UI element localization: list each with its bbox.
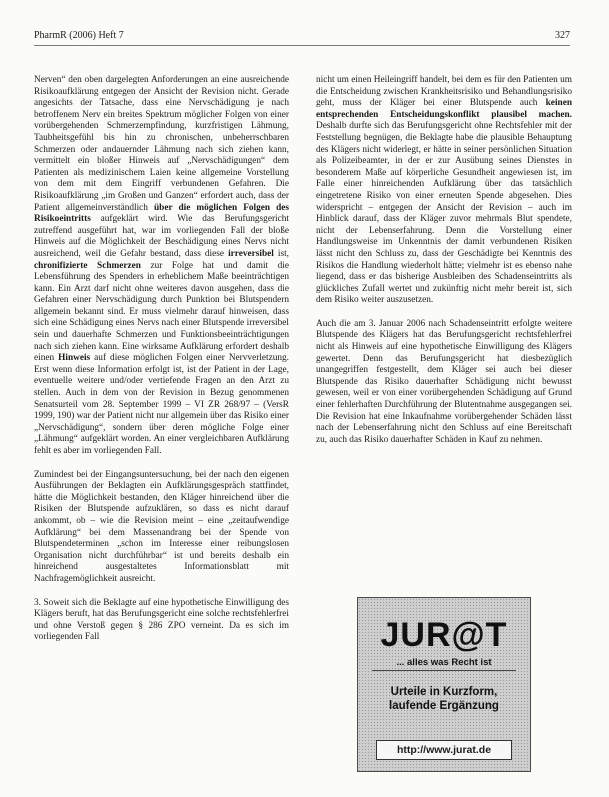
ad-brand-logo: JUR@T [380,616,508,654]
emphasized-text: chronifizierte Schmerzen [34,260,141,271]
paragraph [316,75,572,307]
ad-tagline: ... alles was Recht ist [396,657,492,668]
right-text-column [316,75,572,458]
emphasized-text: über die möglichen Folgen des Risikoeintritts [34,202,289,225]
text-run: 3. Soweit sich die Beklagte auf eine hypothetische Einwilligung des Klägers beruft, hat das Berufungsgericht eine solche rechtsfehlerfrei und ohne Verstoß gegen § 286 ZPO verneint. Da es sich im vorliegenden Fall [34,597,289,643]
paragraph [34,470,289,586]
text-run: Deshalb durfte sich das Berufungsgericht ohne Rechtsfehler mit der Feststellung begnügen, die Beklagte habe die plausible Behauptung des Klägers nicht widerlegt, er hätte in seiner persönlichen Situation als Polizeibeamter, in der er zur Ausübung seines Dienstes in besonderem Maße auf körperliche Gesundheit angewiesen ist, im Falle einer hinreichenden Aufklärung über das tatsächlich eingetretene Risiko von einer erneuten Spende abgesehen. Dies widerspricht – entgegen der Ansicht der Revision – auch im Hinblick darauf, dass der Kläger zuvor mehrmals Blut spendete, nicht der Lebenserfahrung. Denn die Vorstellung einer Handlungsweise im Unkenntnis der damit verbundenen Risiken lässt nicht den Schluss zu, dass der Geschädigte bei Kenntnis des Risikos die Handlung wiederholt hätte; vielmehr ist es ebenso nahe liegend, dass er das bisherige Ausbleiben des Schadenseintritts als glückliches Zufall wertet und zukünftig nicht mehr bereit ist, sich dem Risiko weiter auszusetzen. [316,121,572,306]
journal-citation: PharmR (2006) Heft 7 [34,30,124,41]
left-text-column [34,75,289,656]
text-run: zur Folge hat und damit die Lebensführung des Spenders in erheblichem Maße beeinträchtigen kann. Ein Arzt darf nicht ohne weiteres davon ausgehen, dass die Gefahren einer Nervschädigung durch Punktion bei Blutspendern allgemein bekannt sind. Er muss vielmehr darauf hinweisen, dass sich eine Schädigung eines Nervs nach einer Blutspende irreversibel sein und dauerhafte Schmerzen und Funktionsbeeinträchtigungen nach sich ziehen kann. Eine wirksame Aufklärung erfordert deshalb einen [34,260,290,364]
text-run: Nerven“ den oben dargelegten Anforderungen an eine ausreichende Risikoaufklärung entgegen der Ansicht der Revision nicht. Gerade angesichts der Tatsache, dass eine Nervschädigung je nach betroffenem Nerv ein breites Spektrum möglicher Folgen von einer vorübergehenden Schmerzempfindung, kurzfristigen Lähmung, Taubheitsgefühl bis hin zu chronischen, unbeherrschbaren Schmerzen oder andauernder Lähmung nach sich ziehen kann, vermittelt ein bloßer Hinweis auf „Nervschädigungen“ dem Patienten als medizinischem Laien keine allgemeine Vorstellung von dem mit dem Eingriff verbundenen Gefahren. Die Risikoaufklärung „im Großen und Ganzen“ erfordert auch, dass der Patient allgemeinverständlich [34,75,289,213]
emphasized-text: Hinweis [58,353,91,364]
emphasized-text: keinen entsprechenden Entscheidungskonflikt plausibel machen. [316,98,572,120]
emphasized-text: irreversibel [228,248,274,259]
paragraph [34,598,289,644]
ad-text-line-1: Urteile in Kurzform, [390,686,498,698]
paragraph [34,75,289,458]
running-header [34,30,570,44]
text-run: Zumindest bei der Eingangsuntersuchung, bei der nach den eigenen Ausführungen der Beklagten ein Aufklärungsgespräch stattfindet, hätte die Möglichkeit bestanden, den Kläger hinreichend über die Risiken der Blutspende aufzuklären, so dass es nicht darauf ankommt, ob – wie die Revision meint – eine „zeitaufwendige Aufklärung“ bei dem Massenandrang bei der Spende von Blutspendeterminen „schon im Interesse einer reibungslosen Organisation nicht durchführbar“ ist und bereits deshalb ein hinreichend ausgestaltetes Informationsblatt mit Nachfragemöglichkeit ausreicht. [34,469,289,584]
text-run: ist, [273,248,289,259]
header-rule [34,45,570,46]
ad-divider [372,670,516,671]
text-run: auf diese möglichen Folgen einer Nervverletzung. Erst wenn diese Information erfolgt ist, ist der Patient in der Lage, eventuelle weitere und/oder vertiefende Fragen an den Arzt zu stellen. Auch in dem von der Revision in Bezug genommenen Senatsurteil vom 28. September 1999 – VI ZR 268/97 – (VersR 1999, 190) war der Patient nicht nur allgemein über das Risiko einer „Nervschädigung“, sondern über deren mögliche Folge einer „Lähmung“ aufgeklärt worden. An einer vergleichbaren Aufklärung fehlt es aber im vorliegenden Fall. [34,353,289,456]
text-run: aufgeklärt wird. Wie das Berufungsgericht zutreffend ausgeführt hat, war im vorliegenden Fall der bloße Hinweis auf die Möglichkeit der Beschädigung eines Nervs nicht ausreichend, weil die Gefahr bestand, dass diese [34,214,289,259]
paragraph [316,319,572,447]
page-number: 327 [555,30,570,41]
ad-url[interactable]: http://www.jurat.de [376,740,512,760]
jurat-advertisement [357,597,531,772]
ad-text-line-2: laufende Ergänzung [389,700,499,712]
text-run: nicht um einen Heileingriff handelt, bei dem es für den Patienten um die Entscheidung zwischen Krankheitsrisiko und Behandlungsrisiko geht, muss der Kläger bei einer Blutspende auch [316,75,572,109]
text-run: Auch die am 3. Januar 2006 nach Schadenseintritt erfolgte weitere Blutspende des Klägers hat das Berufungsgericht rechtsfehlerfrei nicht als Hinweis auf eine hypothetische Einwilligung des Klägers gewertet. Denn das Berufungsgericht hat diesbezüglich unangegriffen festgestellt, dem Kläger sei auch bei dieser Blutspende das Risiko dauerhafter Schädigung nicht bewusst gewesen, weil er von einer vorübergehenden Schädigung auf Grund einer fehlerhaften Durchführung der Blutentnahme ausgegangen sei. Die Revision hat eine Inkaufnahme vorübergehender Schäden lässt nach der Lebenserfahrung nicht den Schluss auf eine Bereitschaft zu, auch das Risiko dauerhafter Schäden in Kauf zu nehmen. [316,318,572,445]
